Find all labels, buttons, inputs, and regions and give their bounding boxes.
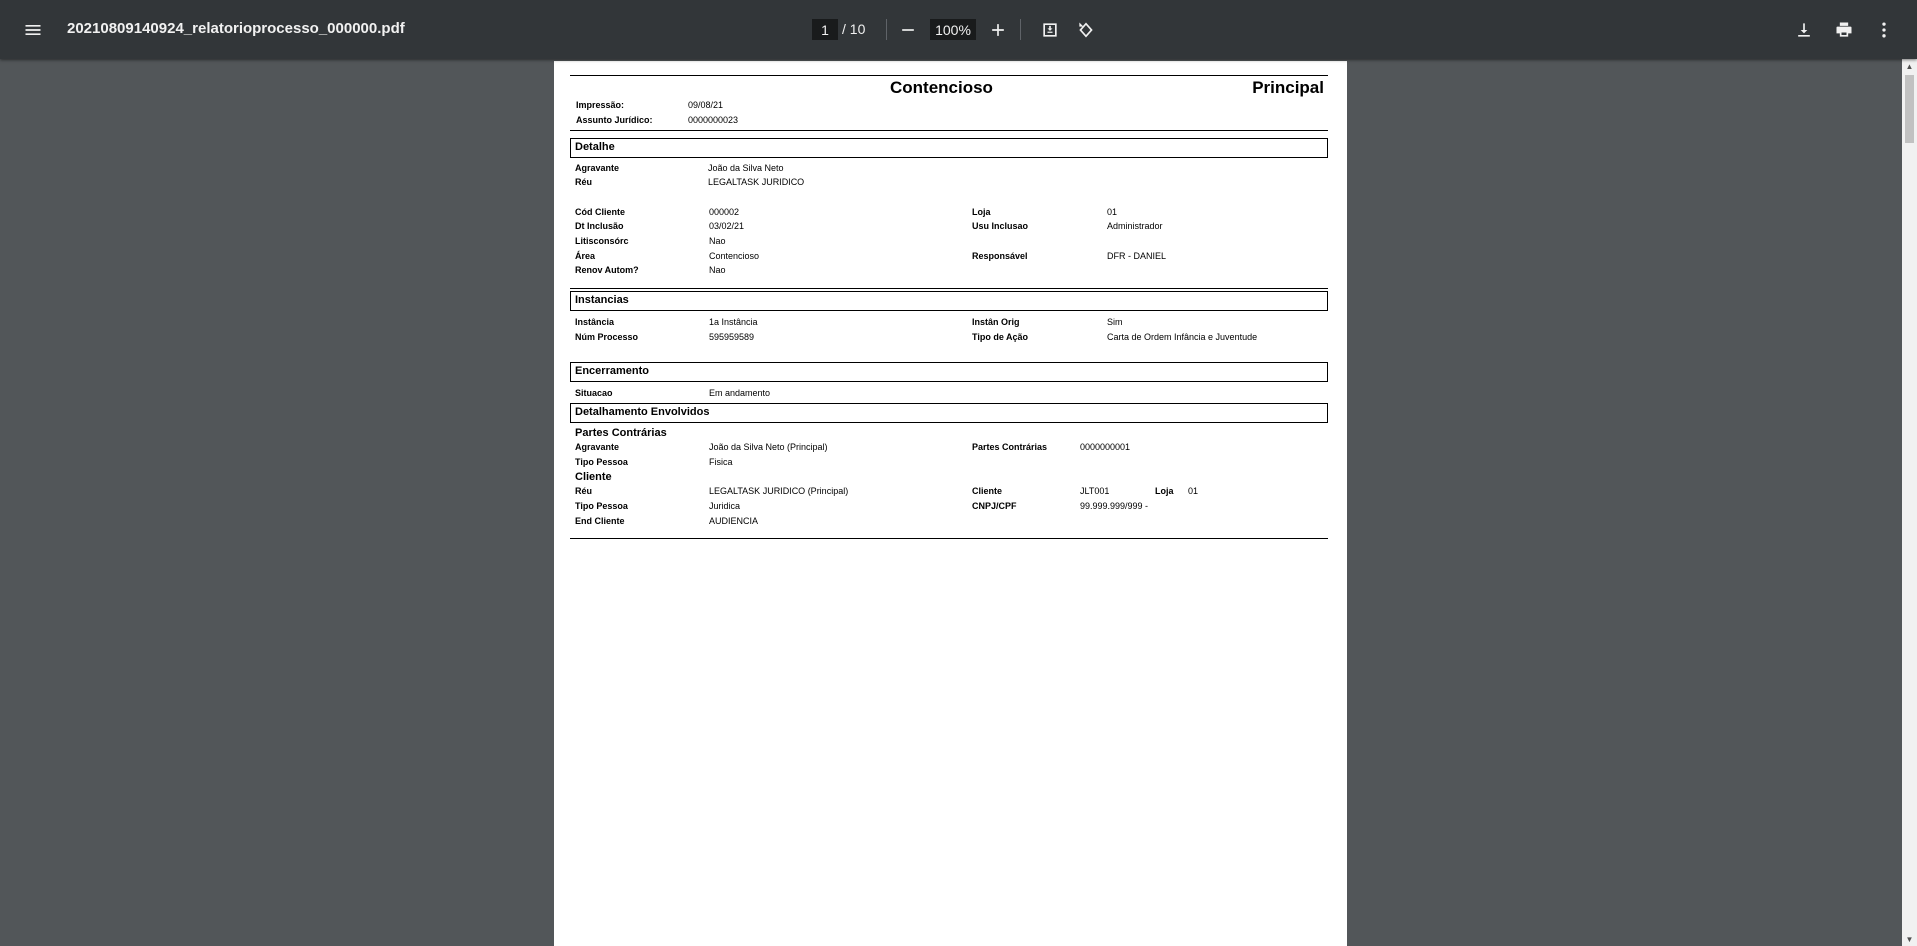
- page-total: / 10: [842, 21, 866, 37]
- litisconsorc-value: Nao: [709, 236, 726, 246]
- instancia-value: 1a Instância: [709, 317, 758, 327]
- assunto-label: Assunto Jurídico:: [576, 115, 653, 125]
- partes-contrarias-value: 0000000001: [1080, 442, 1131, 452]
- download-icon: [1794, 20, 1814, 40]
- printer-icon: [1834, 20, 1854, 40]
- agravante-value: João da Silva Neto: [708, 163, 784, 173]
- tipo-pessoa-label: Tipo Pessoa: [575, 457, 628, 467]
- cliente-value: JLT001: [1080, 486, 1110, 496]
- report-title-right: Principal: [1252, 78, 1324, 97]
- area-value: Contencioso: [709, 251, 760, 261]
- zoom-in-button[interactable]: [982, 14, 1014, 46]
- menu-icon[interactable]: [17, 14, 49, 46]
- num-processo-label: Núm Processo: [575, 332, 639, 342]
- download-button[interactable]: [1788, 14, 1820, 46]
- minus-icon: [898, 20, 918, 40]
- impressao-label: Impressão:: [576, 100, 625, 110]
- toolbar-divider: [886, 19, 887, 40]
- reu-value: LEGALTASK JURIDICO (Principal): [709, 486, 849, 496]
- dt-inclusao-value: 03/02/21: [709, 221, 745, 231]
- section-envolvidos: [570, 403, 1328, 423]
- situacao-value: Em andamento: [709, 388, 771, 398]
- section-heading: Instancias: [575, 294, 629, 306]
- agravante-label: Agravante: [575, 442, 620, 452]
- zoom-out-button[interactable]: [892, 14, 924, 46]
- more-vert-icon: [1874, 20, 1894, 40]
- cod-cliente-value: 000002: [709, 207, 740, 217]
- area-label: Área: [575, 251, 596, 261]
- renov-autom-label: Renov Autom?: [575, 265, 639, 275]
- toolbar-divider: [1020, 19, 1021, 40]
- rotate-icon: [1076, 20, 1096, 40]
- divider: [570, 130, 1328, 131]
- instan-orig-label: Instân Orig: [972, 317, 1020, 327]
- vertical-scrollbar[interactable]: [1902, 59, 1917, 946]
- section-heading: Detalhamento Envolvidos: [575, 406, 710, 418]
- num-processo-value: 595959589: [709, 332, 755, 342]
- section-encerramento: [570, 362, 1328, 382]
- divider: [570, 538, 1328, 539]
- loja-label: Loja: [972, 207, 991, 217]
- responsavel-value: DFR - DANIEL: [1107, 251, 1167, 261]
- rotate-button[interactable]: [1070, 14, 1102, 46]
- scroll-thumb[interactable]: [1905, 75, 1914, 143]
- cnpj-cpf-label: CNPJ/CPF: [972, 501, 1017, 511]
- responsavel-label: Responsável: [972, 251, 1028, 261]
- loja-label: Loja: [1155, 486, 1174, 496]
- scroll-up-icon[interactable]: ▲: [1905, 61, 1914, 71]
- plus-icon: [988, 20, 1008, 40]
- tipo-acao-value: Carta de Ordem Infância e Juventude: [1107, 332, 1258, 342]
- divider: [570, 288, 1328, 289]
- page-number-input[interactable]: [812, 19, 838, 40]
- end-cliente-label: End Cliente: [575, 516, 625, 526]
- litisconsorc-label: Litisconsórc: [575, 236, 629, 246]
- tipo-pessoa-value: Juridica: [709, 501, 741, 511]
- partes-contrarias-label: Partes Contrárias: [972, 442, 1048, 452]
- cnpj-cpf-value: 99.999.999/999 -: [1080, 501, 1149, 511]
- situacao-label: Situacao: [575, 388, 613, 398]
- tipo-pessoa-label: Tipo Pessoa: [575, 501, 628, 511]
- more-options-button[interactable]: [1868, 14, 1900, 46]
- reu-label: Réu: [575, 486, 593, 496]
- loja-value: 01: [1107, 207, 1118, 217]
- agravante-label: Agravante: [575, 163, 620, 173]
- fit-to-page-button[interactable]: [1034, 14, 1066, 46]
- divider: [570, 75, 1328, 76]
- agravante-value: João da Silva Neto (Principal): [709, 442, 828, 452]
- dt-inclusao-label: Dt Inclusão: [575, 221, 624, 231]
- end-cliente-value: AUDIENCIA: [709, 516, 759, 526]
- section-heading: Encerramento: [575, 365, 649, 377]
- reu-label: Réu: [575, 177, 593, 187]
- cod-cliente-label: Cód Cliente: [575, 207, 626, 217]
- pdf-toolbar: [0, 0, 1917, 59]
- instan-orig-value: Sim: [1107, 317, 1123, 327]
- fit-page-icon: [1040, 20, 1060, 40]
- document-title: 20210809140924_relatorioprocesso_000000.pdf: [67, 20, 405, 37]
- assunto-value: 0000000023: [688, 115, 739, 125]
- loja-value: 01: [1188, 486, 1199, 496]
- report-title: Contencioso: [890, 78, 993, 97]
- usu-inclusao-value: Administrador: [1107, 221, 1163, 231]
- scroll-down-icon[interactable]: ▼: [1905, 934, 1914, 944]
- partes-contrarias-heading: Partes Contrárias: [575, 427, 667, 439]
- cliente-label: Cliente: [972, 486, 1003, 496]
- impressao-value: 09/08/21: [688, 100, 724, 110]
- section-heading: Detalhe: [575, 141, 615, 153]
- renov-autom-value: Nao: [709, 265, 726, 275]
- tipo-pessoa-value: Fisica: [709, 457, 733, 467]
- zoom-input[interactable]: [930, 19, 976, 40]
- tipo-acao-label: Tipo de Ação: [972, 332, 1029, 342]
- cliente-heading: Cliente: [575, 471, 612, 483]
- pdf-page: [554, 61, 1347, 946]
- section-detalhe: [570, 138, 1328, 158]
- instancia-label: Instância: [575, 317, 615, 327]
- section-instancias: [570, 291, 1328, 311]
- reu-value: LEGALTASK JURIDICO: [708, 177, 805, 187]
- print-button[interactable]: [1828, 14, 1860, 46]
- usu-inclusao-label: Usu Inclusao: [972, 221, 1029, 231]
